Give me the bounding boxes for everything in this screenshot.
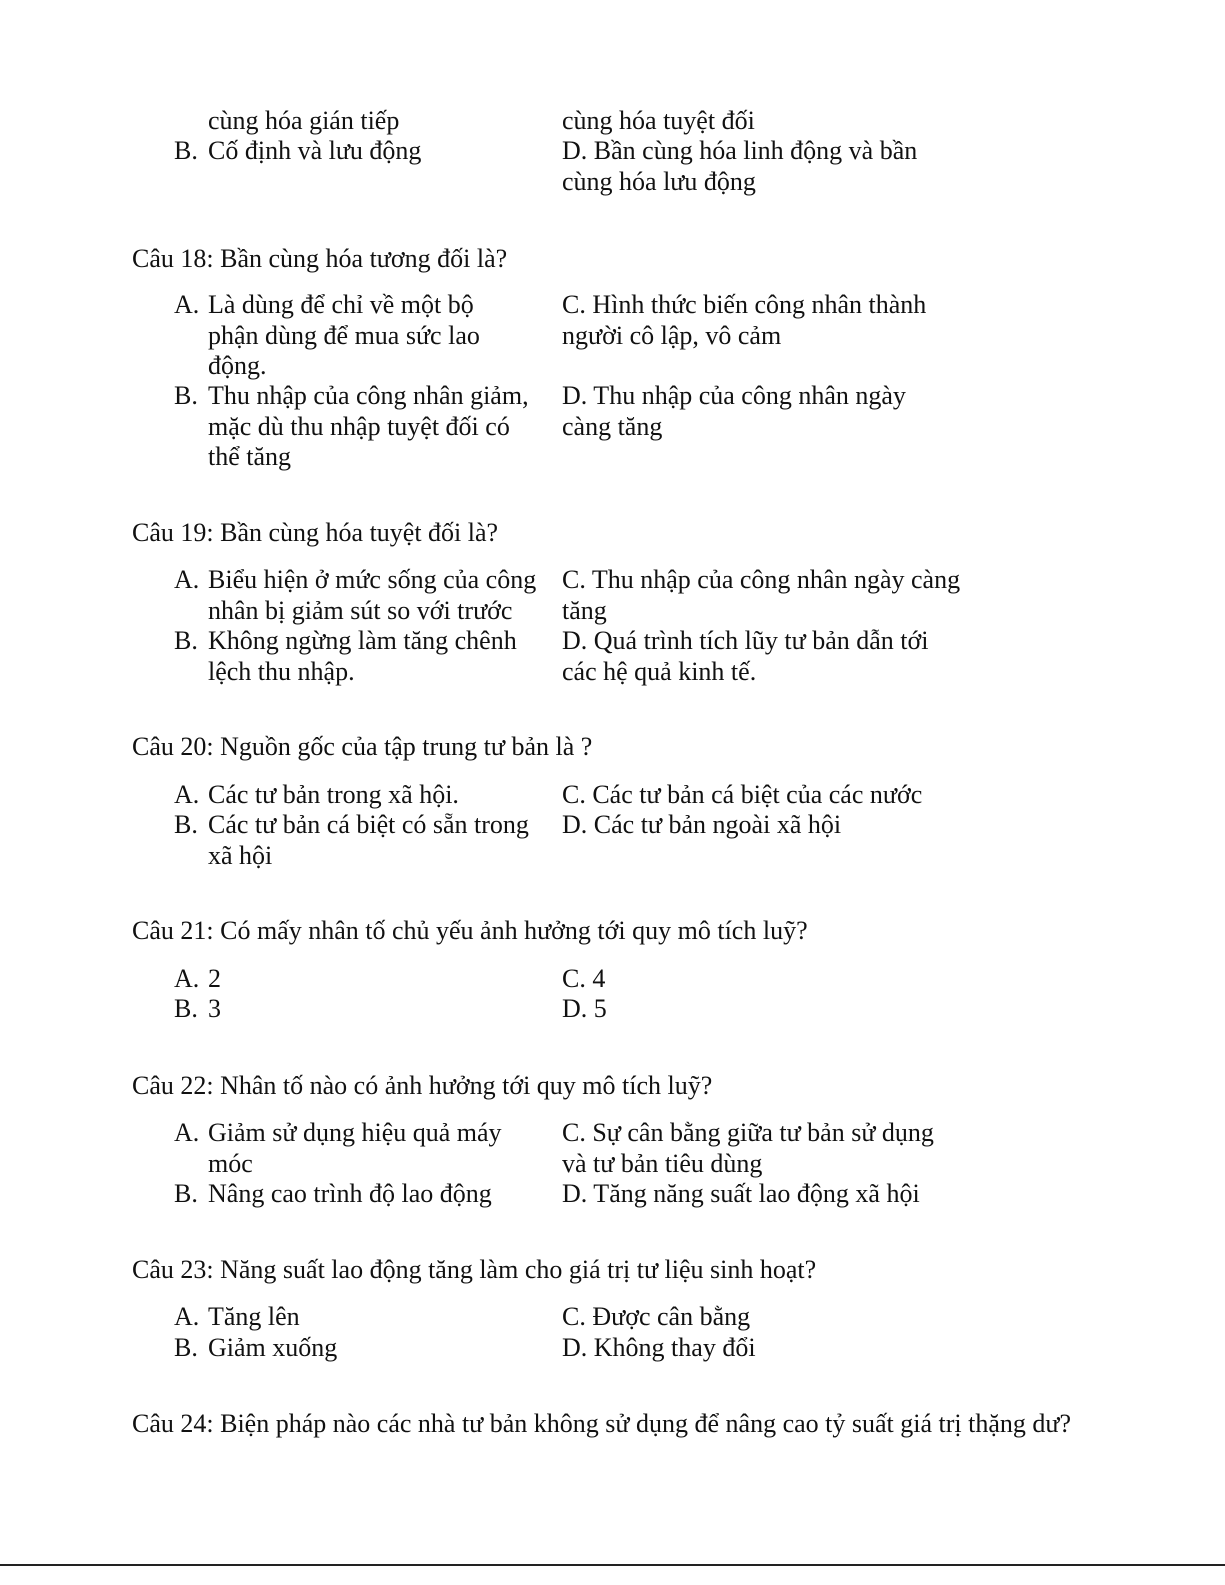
option-text-line: cùng hóa gián tiếp (208, 106, 400, 135)
option-text-line: động. (208, 351, 267, 380)
option-text-line: lệch thu nhập. (208, 656, 355, 686)
carryover-right-line (562, 106, 755, 137)
option-text (208, 1179, 492, 1210)
option-text-line: C. Hình thức biến công nhân thành (562, 290, 927, 319)
option-text (208, 810, 529, 871)
option-text-line: D. Không thay đổi (562, 1333, 756, 1362)
option-text-line: móc (208, 1148, 253, 1178)
carryover-left-line (208, 106, 399, 137)
option-letter: B. (174, 626, 198, 655)
option-text-line: Nâng cao trình độ lao động (208, 1179, 492, 1208)
option-text-line: các hệ quả kinh tế. (562, 656, 757, 686)
option-letter: A. (174, 780, 200, 809)
option-d (562, 381, 906, 442)
option-d (562, 1333, 756, 1364)
option-text-line: Giảm sử dụng hiệu quả máy (208, 1118, 502, 1147)
option-text-line: người cô lập, vô cảm (562, 320, 782, 350)
option-text-line: C. 4 (562, 964, 606, 993)
option-text-line: Không ngừng làm tăng chênh (208, 626, 517, 655)
option-text (208, 780, 459, 811)
option-d (562, 994, 607, 1025)
option-text-line: Là dùng để chỉ về một bộ (208, 290, 474, 319)
option-letter: A. (174, 1118, 200, 1147)
option-text-line: Các tư bản cá biệt có sẵn trong (208, 810, 529, 839)
option-letter: A. (174, 290, 200, 319)
option-text (208, 1118, 502, 1179)
option-text (208, 1333, 337, 1364)
question-title-24: Câu 24: Biện pháp nào các nhà tư bản không sử dụng để nâng cao tỷ suất giá trị thặng dư? (132, 1409, 1072, 1438)
option-text-line: mặc dù thu nhập tuyệt đối có (208, 411, 510, 441)
question-title-19: Câu 19: Bần cùng hóa tuyệt đối là? (132, 518, 499, 547)
option-text-line: D. Quá trình tích lũy tư bản dẫn tới (562, 626, 929, 655)
option-text-line: D. Tăng năng suất lao động xã hội (562, 1179, 920, 1208)
option-text-line: Giảm xuống (208, 1333, 338, 1362)
option-text (208, 994, 221, 1025)
option-c (562, 1302, 750, 1333)
option-text-line: C. Thu nhập của công nhân ngày càng (562, 565, 961, 594)
option-text-line: D. 5 (562, 994, 607, 1023)
option-text-line: phận dùng để mua sức lao (208, 320, 480, 350)
option-text-line: Thu nhập của công nhân giảm, (208, 381, 529, 410)
option-letter: B. (174, 1179, 198, 1208)
question-title-18: Câu 18: Bần cùng hóa tương đối là? (132, 244, 508, 273)
option-letter: A. (174, 565, 200, 594)
option-text (208, 565, 536, 626)
option-text-line: C. Được cân bằng (562, 1302, 751, 1331)
option-c (562, 290, 926, 351)
option-text-line: 3 (208, 994, 221, 1023)
option-text-line: C. Sự cân bằng giữa tư bản sử dụng (562, 1118, 934, 1147)
option-text-line: D. Bần cùng hóa linh động và bần (562, 136, 918, 165)
option-text-line: C. Các tư bản cá biệt của các nước (562, 780, 923, 809)
option-text-line: D. Các tư bản ngoài xã hội (562, 810, 842, 839)
option-letter: A. (174, 1302, 200, 1331)
option-letter: B. (174, 810, 198, 839)
option-d (562, 1179, 920, 1210)
option-text-line: Biểu hiện ở mức sống của công (208, 565, 537, 594)
question-title-21: Câu 21: Có mấy nhân tố chủ yếu ảnh hưởng tới quy mô tích luỹ? (132, 916, 808, 945)
option-text (208, 1302, 300, 1333)
option-text-line: 2 (208, 964, 221, 993)
option-d (562, 810, 841, 841)
question-title-22: Câu 22: Nhân tố nào có ảnh hưởng tới quy mô tích luỹ? (132, 1071, 713, 1100)
option-letter: A. (174, 964, 200, 993)
option-text-line: Các tư bản trong xã hội. (208, 780, 459, 809)
option-text-line: và tư bản tiêu dùng (562, 1148, 763, 1178)
option-text (208, 381, 529, 473)
option-c (562, 1118, 934, 1179)
option-text (208, 964, 221, 995)
carryover-option-d (562, 136, 917, 197)
question-title-23: Câu 23: Năng suất lao động tăng làm cho giá trị tư liệu sinh hoạt? (132, 1255, 817, 1284)
option-d (562, 626, 929, 687)
option-letter: B. (174, 1333, 198, 1362)
option-c (562, 780, 922, 811)
option-text-line: càng tăng (562, 411, 663, 441)
option-c (562, 964, 605, 995)
question-title-20: Câu 20: Nguồn gốc của tập trung tư bản là ? (132, 732, 593, 761)
option-text-line: nhân bị giảm sút so với trước (208, 595, 513, 625)
option-text (208, 290, 480, 382)
option-text-line: xã hội (208, 840, 273, 870)
option-text-line: tăng (562, 595, 607, 625)
option-text-line: thể tăng (208, 442, 292, 471)
option-text-line: cùng hóa tuyệt đối (562, 106, 755, 135)
option-c (562, 565, 960, 626)
option-text-line: D. Thu nhập của công nhân ngày (562, 381, 906, 410)
option-text (208, 626, 517, 687)
option-text-line: cùng hóa lưu động (562, 166, 756, 196)
option-text-line: Tăng lên (208, 1302, 300, 1331)
option-letter: B. (174, 381, 198, 410)
option-letter: B. (174, 994, 198, 1023)
option-letter: B. (174, 136, 198, 165)
page-bottom-divider (0, 1564, 1225, 1566)
option-text-line: Cố định và lưu động (208, 136, 422, 165)
